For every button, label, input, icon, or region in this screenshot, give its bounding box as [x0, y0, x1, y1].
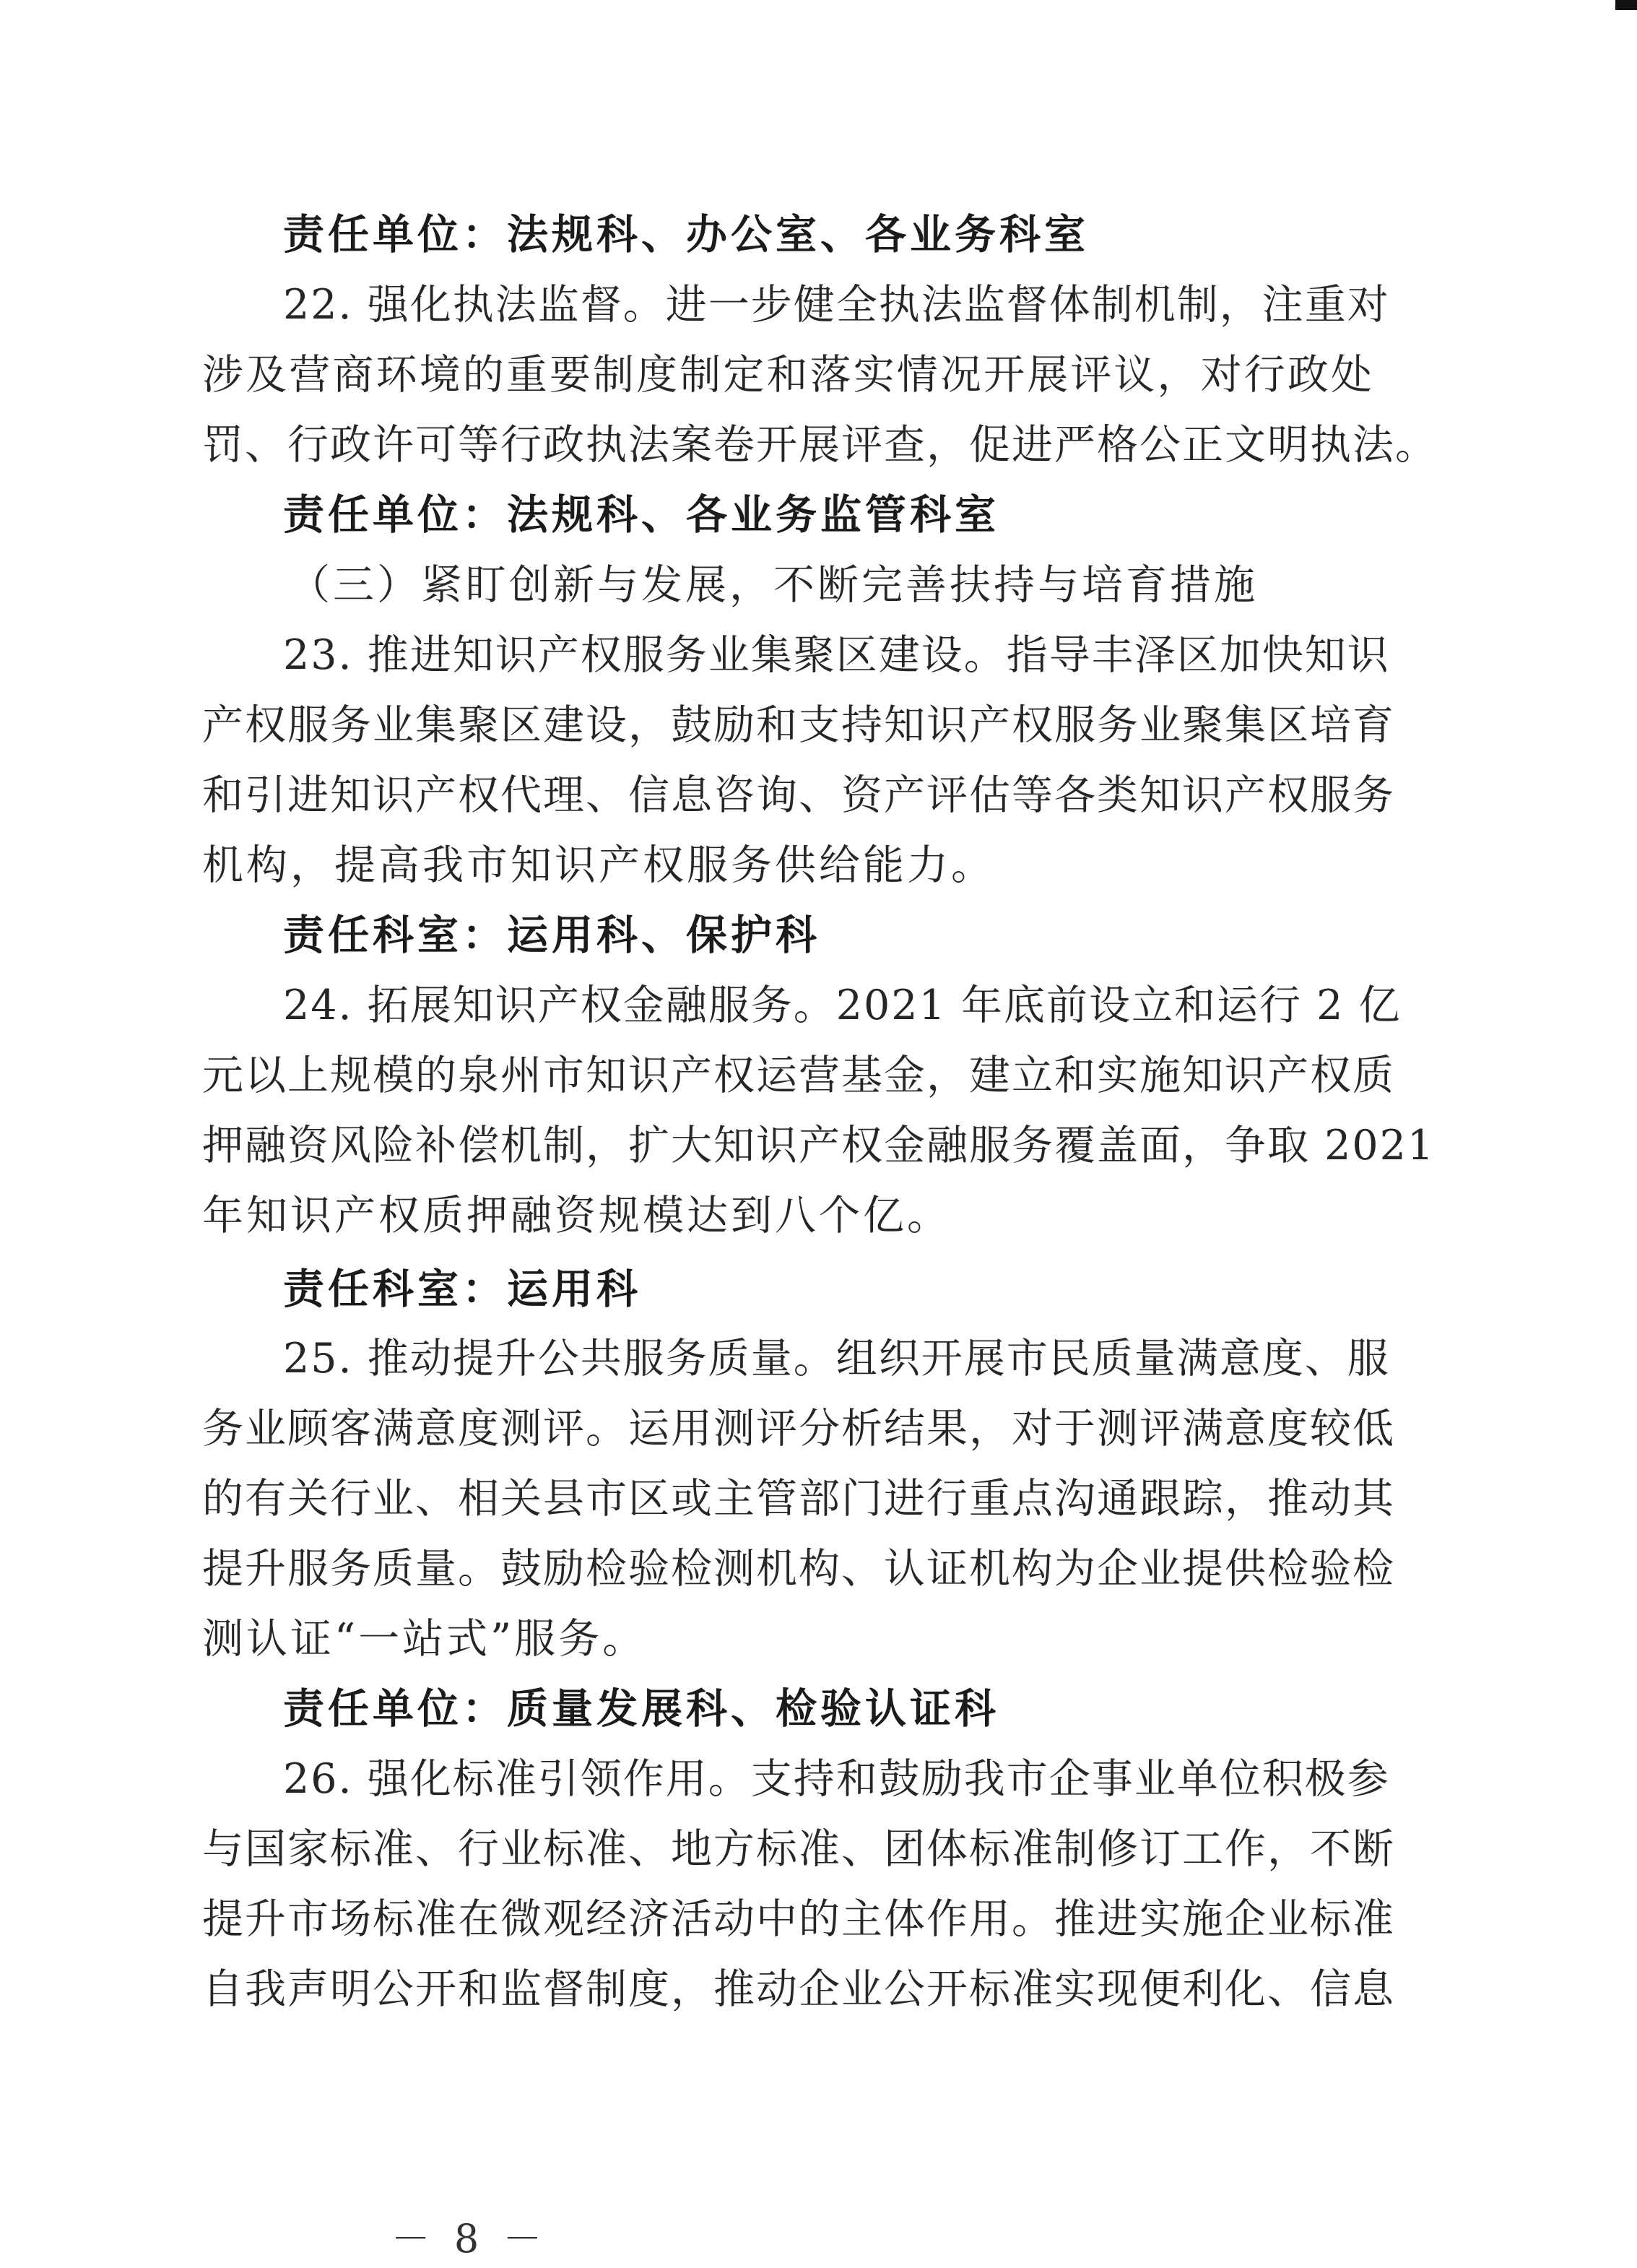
item-25-line-3: 的有关行业、相关县市区或主管部门进行重点沟通跟踪，推动其 [202, 1475, 1395, 1523]
item-23-line-3: 和引进知识产权代理、信息咨询、资产评估等各类知识产权服务 [202, 771, 1395, 819]
responsibility-line-1: 责任单位：法规科、办公室、各业务科室 [283, 211, 1089, 259]
item-23-line-2: 产权服务业集聚区建设，鼓励和支持知识产权服务业聚集区培育 [202, 701, 1395, 749]
item-25-line-1: 25. 推动提升公共服务质量。组织开展市民质量满意度、服 [283, 1335, 1390, 1382]
item-23-line-4: 机构，提高我市知识产权服务供给能力。 [202, 841, 995, 889]
item-24-line-3: 押融资风险补偿机制，扩大知识产权金融服务覆盖面，争取 2021 [202, 1122, 1436, 1169]
responsibility-line-5: 责任单位：质量发展科、检验认证科 [283, 1685, 999, 1733]
section-heading-3: （三）紧盯创新与发展，不断完善扶持与培育措施 [289, 561, 1258, 609]
page-number: － 8 － [391, 2216, 548, 2261]
item-26-line-4: 自我声明公开和监督制度，推动企业公开标准实现便利化、信息 [202, 1965, 1395, 2013]
item-26-line-2: 与国家标准、行业标准、地方标准、团体标准制修订工作，不断 [202, 1825, 1395, 1873]
item-24-line-1: 24. 拓展知识产权金融服务。2021 年底前设立和运行 2 亿 [283, 982, 1402, 1029]
responsibility-line-3: 责任科室：运用科、保护科 [283, 912, 820, 959]
item-24-line-2: 元以上规模的泉州市知识产权运营基金，建立和实施知识产权质 [202, 1052, 1395, 1099]
item-23-line-1: 23. 推进知识产权服务业集聚区建设。指导丰泽区加快知识 [283, 631, 1390, 679]
item-24-line-4: 年知识产权质押融资规模达到八个亿。 [202, 1192, 951, 1239]
scan-corner-mark [1615, 0, 1637, 10]
responsibility-line-2: 责任单位：法规科、各业务监管科室 [283, 491, 999, 539]
item-22-line-1: 22. 强化执法监督。进一步健全执法监督体制机制，注重对 [283, 281, 1390, 329]
responsibility-line-4: 责任科室：运用科 [283, 1265, 641, 1313]
item-22-line-3: 罚、行政许可等行政执法案卷开展评查，促进严格公正文明执法。 [202, 421, 1438, 469]
item-26-line-3: 提升市场标准在微观经济活动中的主体作用。推进实施企业标准 [202, 1895, 1395, 1943]
item-26-line-1: 26. 强化标准引领作用。支持和鼓励我市企事业单位积极参 [283, 1755, 1390, 1803]
item-25-line-2: 务业顾客满意度测评。运用测评分析结果，对于测评满意度较低 [202, 1405, 1395, 1453]
item-22-line-2: 涉及营商环境的重要制度制定和落实情况开展评议，对行政处 [202, 351, 1373, 399]
item-25-line-5: 测认证“一站式”服务。 [202, 1615, 647, 1663]
item-25-line-4: 提升服务质量。鼓励检验检测机构、认证机构为企业提供检验检 [202, 1545, 1395, 1593]
